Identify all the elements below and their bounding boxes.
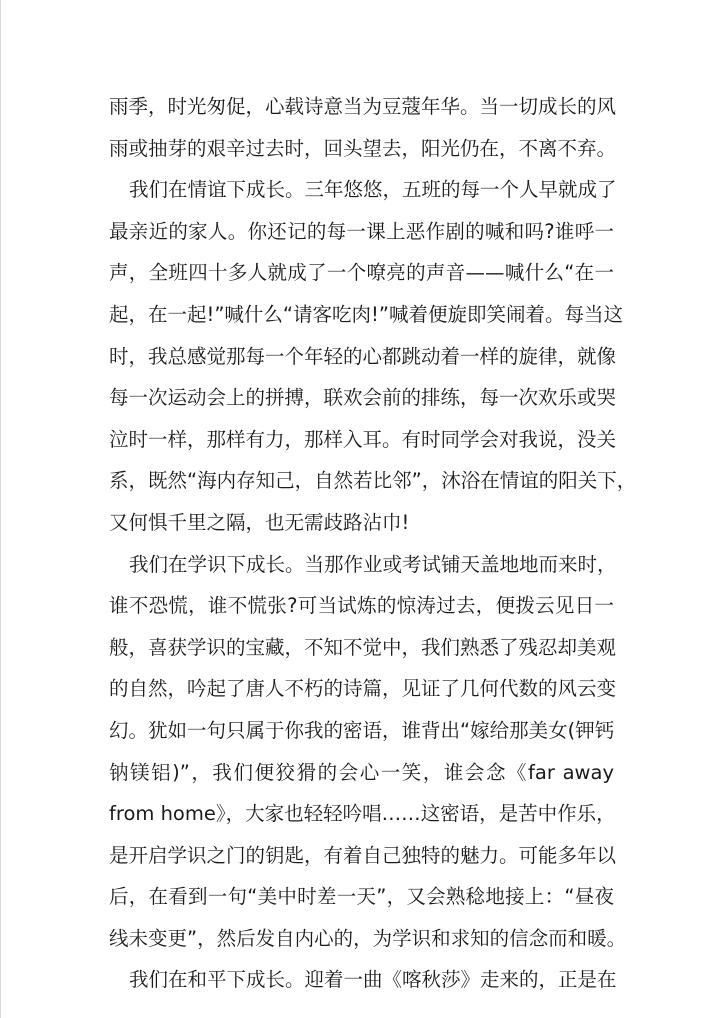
text-line: 系，既然“海内存知己，自然若比邻”，沐浴在情谊的阳关下，	[109, 469, 637, 493]
text-line: 雨季，时光匆促，心载诗意当为豆蔻年华。当一切成长的风	[109, 95, 617, 118]
text-line: 是开启学识之门的钥匙，有着自己独特的魅力。可能多年以	[109, 843, 617, 867]
paragraph-start-line: 我们在情谊下成长。三年悠悠，五班的每一个人早就成了	[129, 178, 617, 202]
document-body	[109, 86, 637, 1001]
paragraph-start-line: 我们在和平下成长。迎着一曲《喀秋莎》走来的，正是在	[129, 968, 617, 992]
paragraph-start-line: 我们在学识下成长。当那作业或考试铺天盖地地而来时，	[129, 552, 617, 576]
text-line: from home》，大家也轻轻吟唱……这密语，是苦中作乐，	[109, 802, 616, 826]
text-line: 雨或抽芽的艰辛过去时，回头望去，阳光仍在，不离不弃。	[109, 136, 617, 160]
text-line: 幻。犹如一句只属于你我的密语，谁背出“嫁给那美女(钾钙	[109, 718, 615, 742]
paragraph-end-line: 线未变更”，然后发自内心的，为学识和求知的信念而和暖。	[109, 926, 627, 950]
text-line: 谁不恐慌，谁不慌张?可当试炼的惊涛过去，便拨云见日一	[109, 594, 614, 618]
text-line: 声，全班四十多人就成了一个嘹亮的声音——喊什么“在一	[109, 261, 614, 285]
text-line: 时，我总感觉那每一个年轻的心都跳动着一样的旋律，就像	[109, 344, 617, 368]
text-line: 钠镁铝)”，我们便狡猾的会心一笑，谁会念《far away	[109, 760, 614, 784]
text-line: 每一次运动会上的拼搏，联欢会前的排练，每一次欢乐或哭	[109, 386, 617, 410]
text-line: 的自然，吟起了唐人不朽的诗篇，见证了几何代数的风云变	[109, 677, 617, 701]
paragraph-end-line: 又何惧千里之隔，也无需歧路沾巾!	[109, 510, 410, 534]
text-line: 起，在一起!”喊什么“请客吃肉!”喊着便旋即笑闹着。每当这	[109, 302, 623, 326]
text-line: 最亲近的家人。你还记的每一课上恶作剧的喊和吗?谁呼一	[109, 219, 614, 243]
text-line: 后，在看到一句“美中时差一天”，又会熟稔地接上：“昼夜	[109, 885, 614, 909]
text-line: 般，喜获学识的宝藏，不知不觉中，我们熟悉了残忍却美观	[109, 635, 617, 659]
text-line: 泣时一样，那样有力，那样入耳。有时同学会对我说，没关	[109, 427, 617, 451]
